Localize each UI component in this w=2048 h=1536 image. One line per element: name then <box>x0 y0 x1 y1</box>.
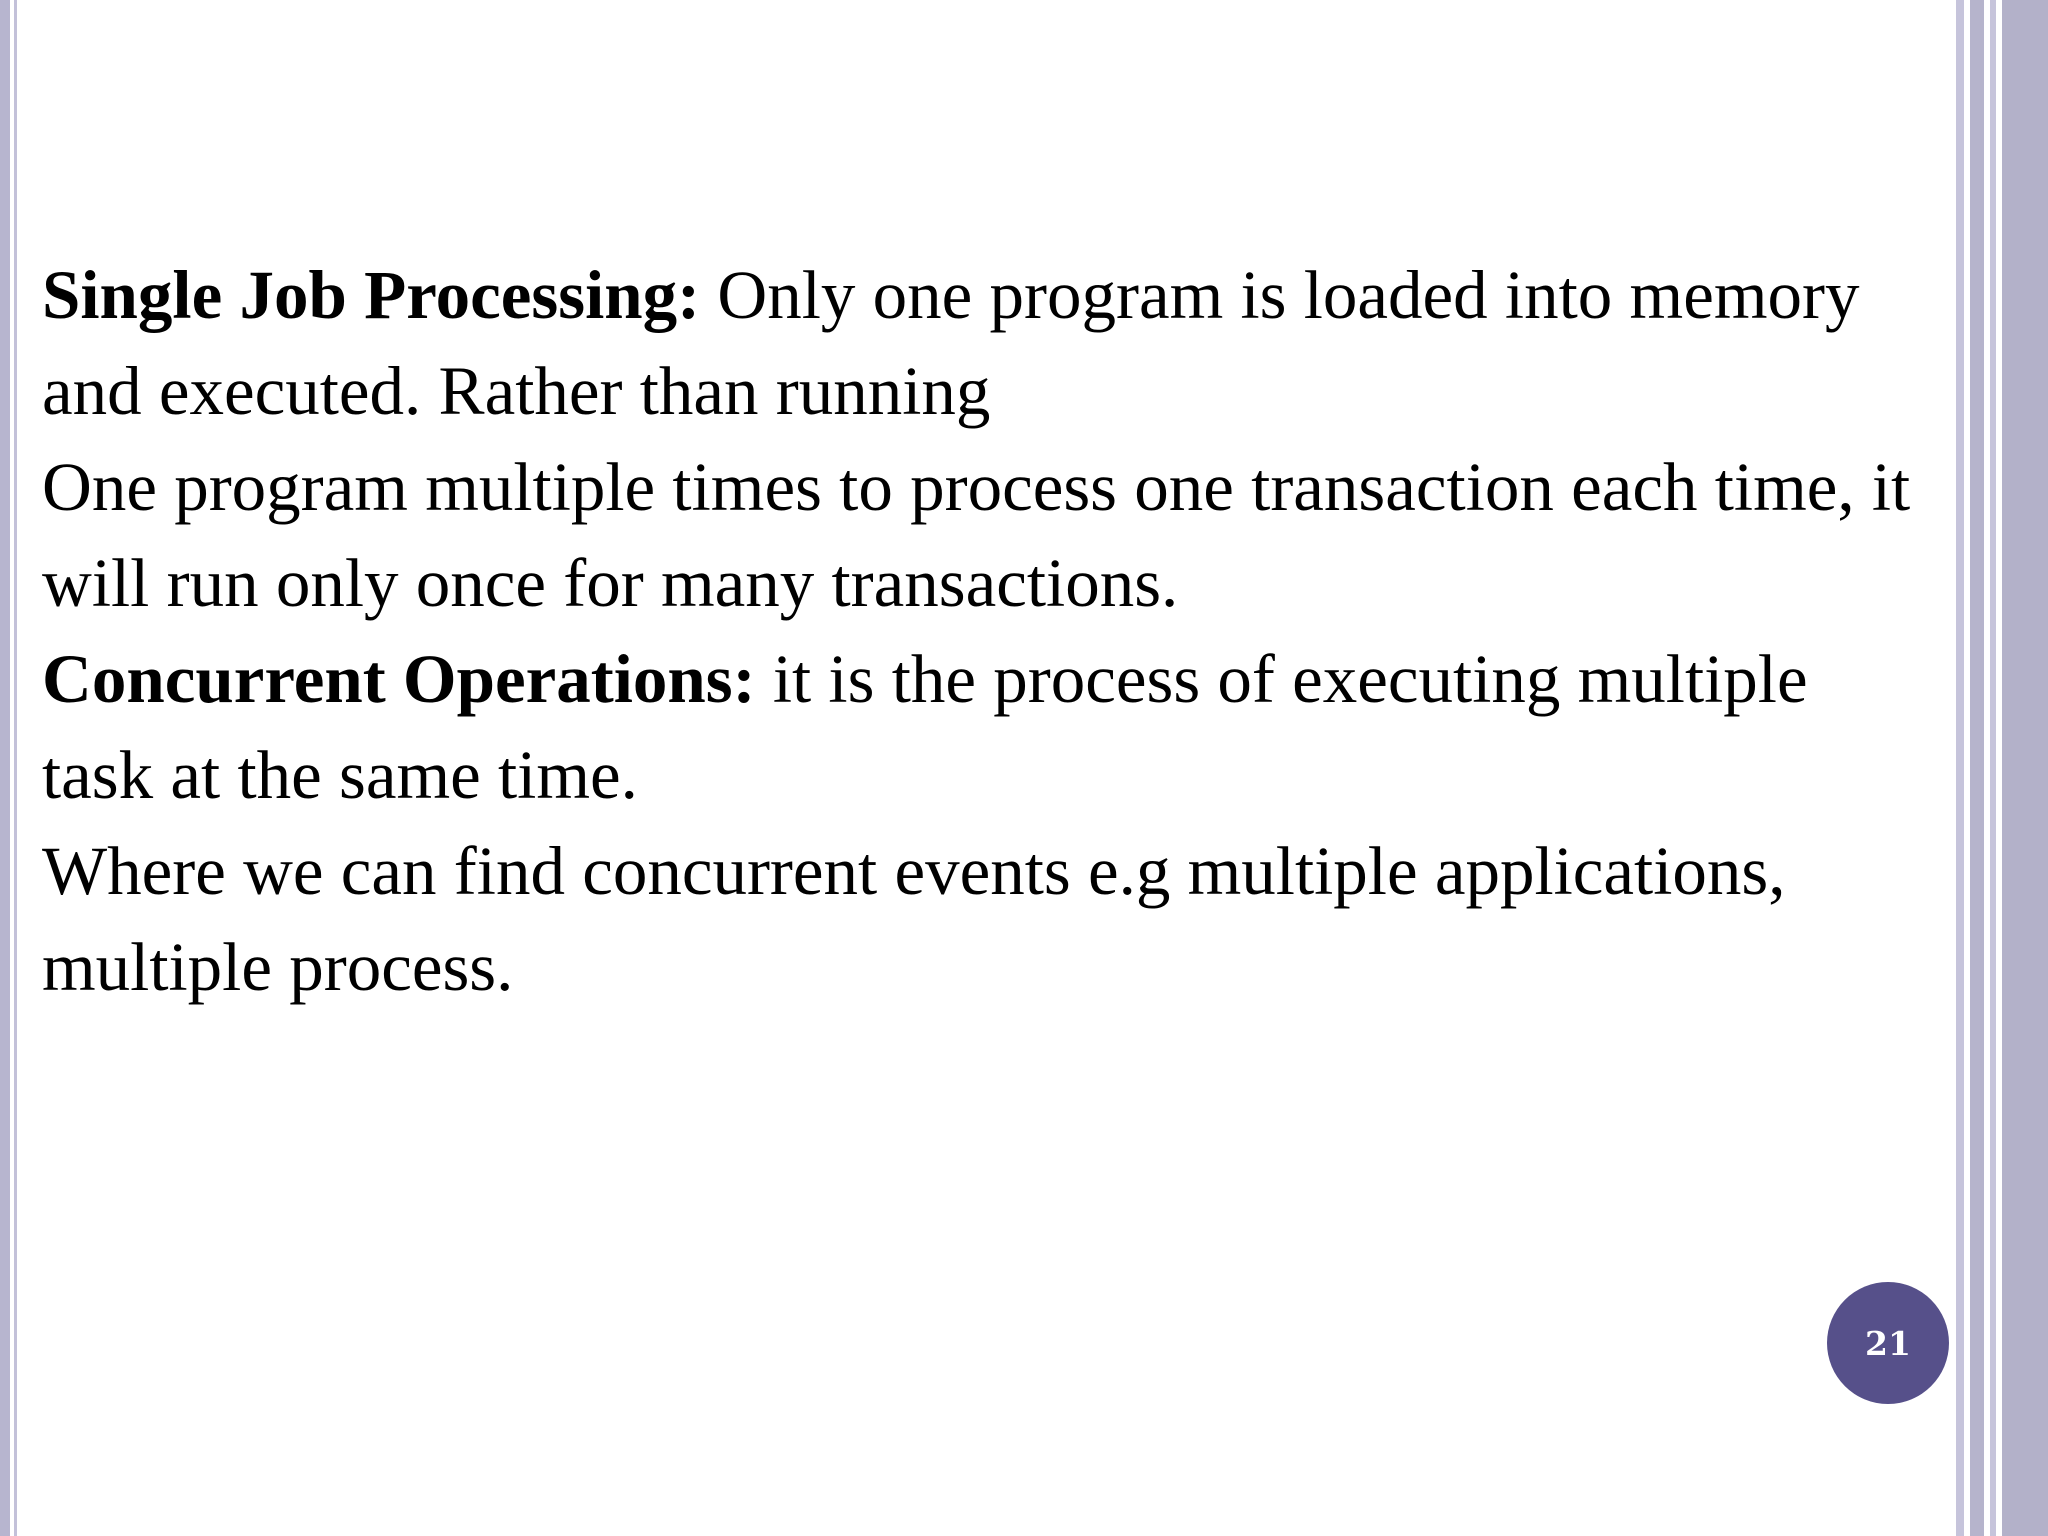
text-concurrent-operations: it is the process of executing multiple task at the same time. <box>42 641 1808 813</box>
slide-body <box>42 247 1922 1015</box>
right-border-bar <box>1970 0 1984 1536</box>
right-border-bar <box>2002 0 2048 1536</box>
text-one-program: One program multiple times to process one transaction each time, it will run only once for many transactions. <box>42 449 1911 621</box>
left-border-line <box>14 0 17 1536</box>
paragraph-single-job <box>42 247 1922 439</box>
page-number-badge: 21 <box>1827 1282 1949 1404</box>
heading-concurrent-operations: Concurrent Operations: <box>42 641 756 717</box>
left-border-bar <box>0 0 10 1536</box>
right-border-line <box>1990 0 1996 1536</box>
text-single-job: Only one program is loaded into memory and executed. Rather than running <box>42 257 1860 429</box>
right-border-line <box>1956 0 1964 1536</box>
paragraph-concurrent-operations <box>42 631 1922 823</box>
paragraph-concurrent-events <box>42 823 1922 1015</box>
text-concurrent-events: Where we can find concurrent events e.g multiple applications, multiple process. <box>42 833 1786 1005</box>
paragraph-one-program <box>42 439 1922 631</box>
heading-single-job: Single Job Processing: <box>42 257 701 333</box>
